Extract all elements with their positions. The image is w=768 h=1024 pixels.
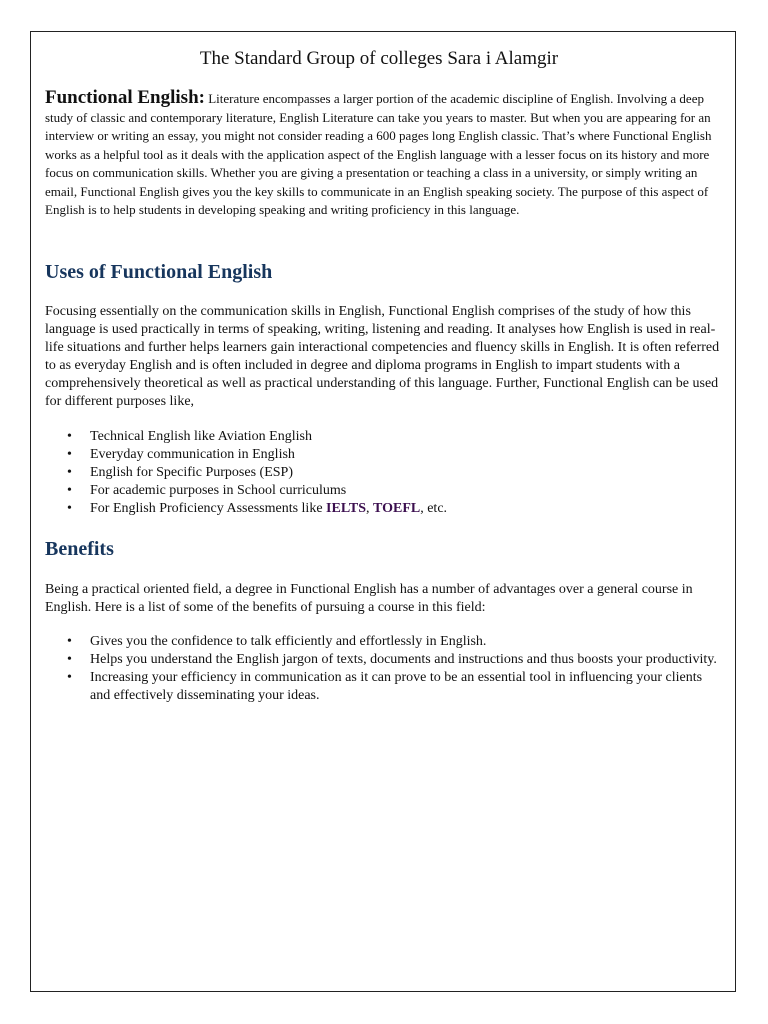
- bullet-icon: •: [67, 465, 72, 480]
- uses-paragraph: Focusing essentially on the communication skills in English, Functional English comprises of the study of how this language is used practically in terms of speaking, writing, listening and reading. It analyses how English is used in real-life situations and further helps learners gain interactional competencies and fluency skills in English. It is often referred to as everyday English and is often included in degree and diploma programs in English to impart students with a comprehensively theoretical as well as practical understanding of this language. Further, Functional English can be used for different purposes like,: [45, 304, 720, 409]
- bullet-icon: •: [67, 634, 72, 649]
- intro-paragraph: [45, 89, 723, 220]
- list-item: [45, 482, 723, 500]
- list-item-text: Increasing your efficiency in communication as it can prove to be an essential tool in influencing your clients and effectively disseminating your ideas.: [90, 670, 703, 703]
- list-item-suffix: , etc.: [420, 501, 448, 516]
- list-item: [45, 428, 723, 446]
- bullet-icon: •: [67, 652, 72, 667]
- benefits-list: [45, 633, 723, 705]
- bullet-icon: •: [67, 501, 72, 516]
- list-item-prefix: For English Proficiency Assessments like: [90, 501, 327, 516]
- list-item: [45, 464, 723, 482]
- bullet-icon: •: [67, 429, 72, 444]
- list-item: [45, 669, 723, 705]
- toefl-link[interactable]: TOEFL: [373, 501, 421, 516]
- uses-list: [45, 428, 723, 518]
- ielts-link[interactable]: IELTS: [326, 501, 367, 516]
- benefits-heading: Benefits: [45, 538, 114, 560]
- intro-lead: Functional English:: [45, 87, 205, 108]
- benefits-paragraph: Being a practical oriented field, a degree in Functional English has a number of advantages over a general course in English. Here is a list of some of the benefits of pursuing a course in this field:: [45, 582, 693, 615]
- document-title: The Standard Group of colleges Sara i Alamgir: [199, 48, 559, 69]
- bullet-icon: •: [67, 483, 72, 498]
- list-item-text: English for Specific Purposes (ESP): [90, 465, 293, 480]
- list-item-text: For academic purposes in School curriculums: [90, 483, 347, 498]
- list-item: [45, 633, 723, 651]
- list-item-text: Helps you understand the English jargon of texts, documents and instructions and thus boosts your productivity.: [90, 652, 717, 667]
- list-item: [45, 500, 723, 518]
- bullet-icon: •: [67, 670, 72, 685]
- list-item: [45, 651, 723, 669]
- keyword-separator: ,: [366, 501, 374, 516]
- list-item-text: Technical English like Aviation English: [90, 429, 312, 444]
- uses-heading: Uses of Functional English: [45, 261, 273, 283]
- list-item: [45, 446, 723, 464]
- bullet-icon: •: [67, 447, 72, 462]
- list-item-text: Everyday communication in English: [90, 447, 295, 462]
- intro-text: Literature encompasses a larger portion of the academic discipline of English. Involving a deep study of classic and contemporary literature, English Literature can take you years to master. But when you are appearing for an interview or writing an essay, you might not consider reading a 600 pages long English classic. That’s where Functional English works as a helpful tool as it deals with the application aspect of the English language with a lesser focus on its history and more focus on communication skills. Whether you are giving a presentation or teaching a class in a university, or simply writing an email, Functional English gives you the key skills to communicate in an English speaking society. The purpose of this aspect of English is to help students in developing speaking and writing proficiency in this language.: [45, 91, 712, 217]
- list-item-text: Gives you the confidence to talk efficiently and effortlessly in English.: [90, 634, 487, 649]
